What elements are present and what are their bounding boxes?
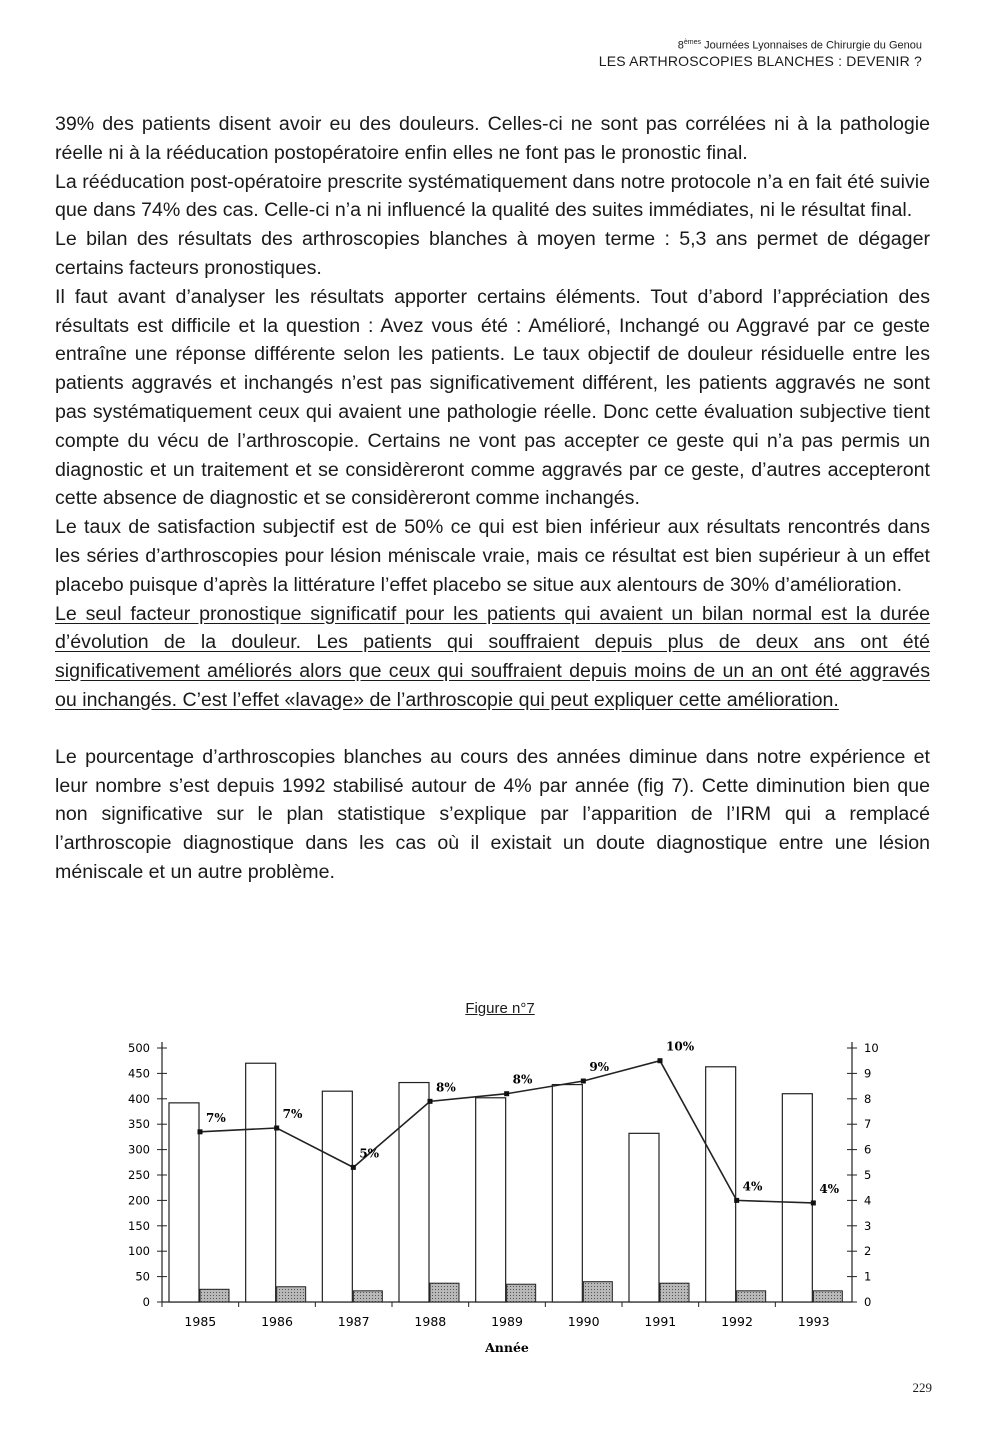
percentage-data-label: 5%: [359, 1146, 380, 1161]
percentage-data-label: 4%: [742, 1179, 763, 1194]
article-body: [55, 110, 930, 887]
right-axis-tick-label: 6: [864, 1142, 872, 1157]
percentage-marker: [658, 1058, 663, 1063]
bar-total: [246, 1063, 276, 1302]
right-axis-tick-label: 7: [864, 1117, 872, 1132]
percentage-data-label: 8%: [436, 1080, 456, 1095]
bar-arthroscopies-blanches: [507, 1284, 536, 1302]
header-conference-name: Journées Lyonnaises de Chirurgie du Genou: [701, 39, 922, 52]
x-axis-category-label: 1993: [797, 1314, 830, 1329]
left-axis-tick-label: 0: [142, 1295, 150, 1309]
right-axis-tick-label: 10: [864, 1041, 879, 1055]
running-header: [599, 36, 922, 69]
page-number: 229: [912, 1380, 932, 1395]
percentage-data-label: 7%: [206, 1110, 226, 1125]
x-axis-category-label: 1991: [644, 1314, 677, 1329]
paragraph-midterm: Le bilan des résultats des arthroscopies blanches à moyen terme : 5,3 ans permet de dégager certains facteurs pronostiques.: [55, 228, 930, 279]
bar-total: [552, 1085, 582, 1302]
bar-total: [169, 1103, 199, 1302]
bar-total: [782, 1094, 812, 1302]
percentage-marker: [811, 1200, 816, 1205]
paragraph-satisfaction: Le taux de satisfaction subjectif est de 50% ce qui est bien inférieur aux résultats rencontrés dans les séries d’arthroscopies pour lésion méniscale vraie, mais ce résultat est bien supérieur à un effet placebo puisque d’après la littérature l’effet placebo se situe aux alentours de 30% d’amélioration.: [55, 516, 930, 596]
percentage-data-label: 8%: [512, 1072, 533, 1087]
right-axis-tick-label: 4: [864, 1193, 872, 1208]
x-axis-category-label: 1992: [721, 1314, 753, 1329]
figure-title: Figure n°7: [465, 1000, 535, 1017]
header-edition-suffix: èmes: [683, 39, 702, 46]
percentage-data-label: 7%: [282, 1107, 303, 1122]
bar-total: [476, 1098, 506, 1302]
percentage-data-label: 4%: [819, 1181, 840, 1196]
right-axis-tick-label: 0: [864, 1295, 872, 1309]
left-axis-tick-label: 450: [128, 1066, 150, 1081]
bar-arthroscopies-blanches: [737, 1291, 766, 1302]
x-axis-category-label: 1989: [491, 1314, 523, 1329]
left-axis-tick-label: 300: [128, 1142, 150, 1157]
right-axis-tick-label: 8: [864, 1091, 872, 1106]
x-axis-category-label: 1987: [337, 1314, 370, 1329]
figure-7-chart: [0, 1022, 1000, 1362]
left-axis-tick-label: 250: [128, 1168, 150, 1182]
percentage-marker: [581, 1079, 586, 1084]
percentage-data-label: 9%: [589, 1060, 610, 1075]
right-axis-tick-label: 9: [864, 1066, 872, 1081]
x-axis-title: Année: [485, 1340, 529, 1355]
left-axis-tick-label: 100: [128, 1244, 150, 1259]
bar-total: [706, 1067, 736, 1302]
right-axis-tick-label: 3: [864, 1218, 872, 1233]
bar-arthroscopies-blanches: [430, 1283, 459, 1302]
percentage-marker: [734, 1198, 739, 1203]
header-edition-number: 8: [677, 39, 684, 52]
percentage-marker: [198, 1129, 203, 1134]
left-axis-tick-label: 350: [128, 1117, 150, 1132]
left-axis-tick-label: 150: [128, 1218, 150, 1233]
bar-arthroscopies-blanches: [583, 1282, 612, 1302]
right-axis-tick-label: 1: [864, 1269, 872, 1284]
percentage-marker: [351, 1165, 356, 1170]
x-axis-category-label: 1988: [414, 1314, 447, 1329]
header-article-title: LES ARTHROSCOPIES BLANCHES : DEVENIR ?: [598, 52, 922, 69]
bar-total: [322, 1091, 352, 1302]
bar-arthroscopies-blanches: [200, 1289, 229, 1302]
left-axis-tick-label: 400: [128, 1091, 150, 1106]
left-axis-tick-label: 200: [128, 1193, 150, 1208]
paragraph-trend: Le pourcentage d’arthroscopies blanches au cours des années diminue dans notre expérience et leur nombre s’est depuis 1992 stabilisé autour de 4% par année (fig 7). Cette diminution bien que non significative sur le plan statistique s’explique par l’apparition de l’IRM qui a remplacé l’arthroscopie diagnostique dans les cas où il existait un doute diagnostique entre une lésion méniscale et un autre problème.: [55, 745, 930, 883]
bar-arthroscopies-blanches: [660, 1283, 689, 1302]
paragraph-reeducation: La rééducation post-opératoire prescrite systématiquement dans notre protocole n’a en fait été suivie que dans 74% des cas. Celle-ci n’a ni influencé la qualité des suites immédiates, ni le résultat final.: [55, 170, 930, 222]
percentage-marker: [504, 1091, 509, 1096]
bar-arthroscopies-blanches: [277, 1287, 306, 1302]
left-axis-tick-label: 500: [128, 1041, 150, 1055]
paragraph-pain: 39% des patients disent avoir eu des douleurs. Celles-ci ne sont pas corrélées ni à la pathologie réelle ni à la rééducation postopératoire enfin elles ne font pas le pronostic final.: [55, 113, 930, 164]
percentage-data-label: 10%: [666, 1039, 695, 1054]
x-axis-category-label: 1986: [261, 1314, 293, 1329]
header-conference: [599, 36, 922, 53]
left-axis-tick-label: 50: [135, 1269, 150, 1284]
x-axis-category-label: 1990: [567, 1314, 600, 1329]
right-axis-tick-label: 2: [864, 1244, 872, 1259]
x-axis-category-label: 1985: [184, 1314, 217, 1329]
paragraph-prognostic-factor: Le seul facteur pronostique significatif pour les patients qui avaient un bilan normal est la durée d’évolution de la douleur. Les patients qui souffraient depuis plus de deux ans ont été significativement améliorés alors que ceux qui souffraient depuis moins de un an ont été aggravés ou inchangés. C’est l’effet «lavage» de l’arthroscopie qui peut expliquer cette amélioration.: [55, 602, 930, 711]
paragraph-analysis: Il faut avant d’analyser les résultats apporter certains éléments. Tout d’abord l’appréciation des résultats est difficile et la question : Avez vous été : Amélioré, Inchangé ou Aggravé par ce geste entraîne une réponse différente selon les patients. Le taux objectif de douleur résiduelle entre les patients aggravés et inchangés n’est pas significativement différent, les patients aggravés ne sont pas systématiquement ceux qui avaient une pathologie réelle. Donc cette évaluation subjective tient compte du vécu de l’arthroscopie. Certains ne vont pas accepter ce geste qui n’a pas permis un diagnostic et un traitement et se considèreront comme aggravés par ce geste, d’autres accepteront cette absence de diagnostic et se considèreront comme inchangés.: [55, 285, 930, 510]
bar-arthroscopies-blanches: [813, 1291, 842, 1302]
bar-arthroscopies-blanches: [353, 1291, 382, 1302]
percentage-marker: [428, 1099, 433, 1104]
right-axis-tick-label: 5: [864, 1168, 872, 1182]
percentage-marker: [274, 1126, 279, 1131]
bar-total: [629, 1133, 659, 1302]
